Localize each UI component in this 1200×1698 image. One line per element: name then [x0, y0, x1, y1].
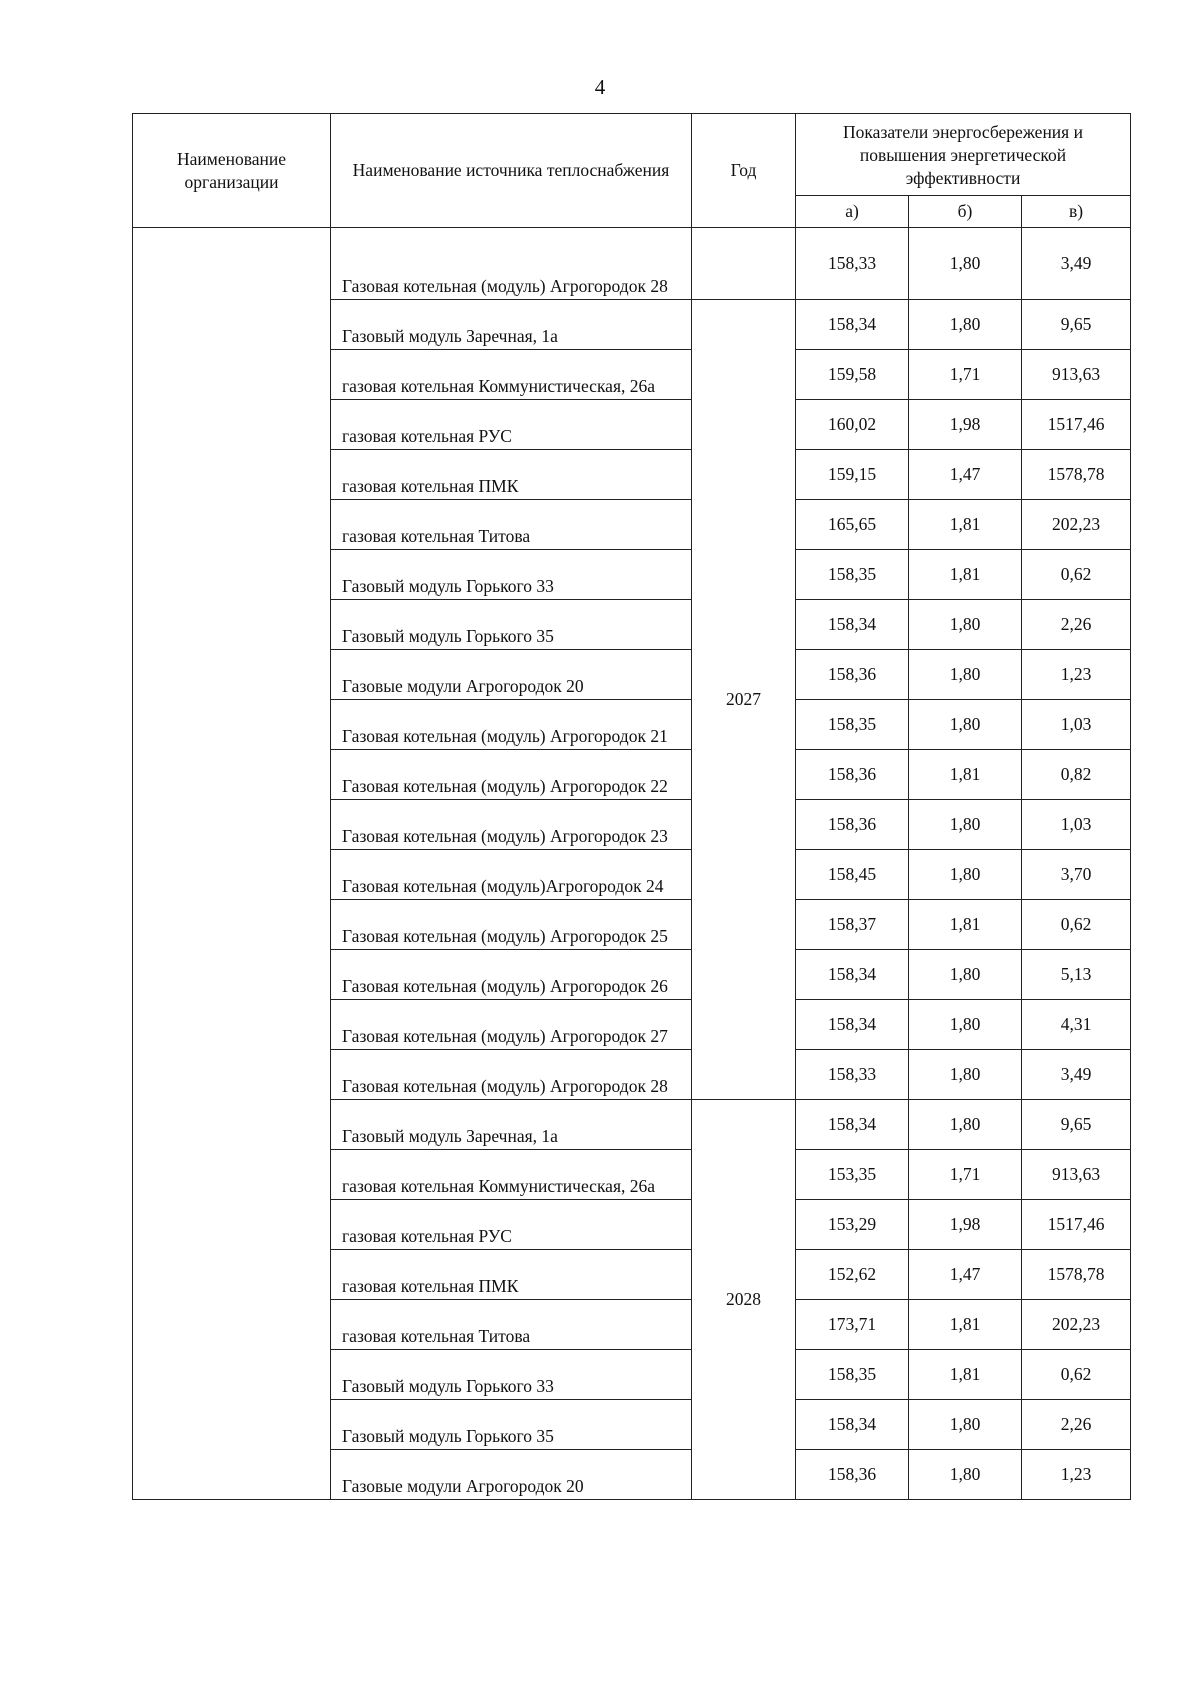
header-indicators: Показатели энергосбережения и повышения энергетической эффективности — [796, 114, 1131, 196]
indicator-a-cell: 158,45 — [796, 850, 909, 900]
heat-source-cell: Газовая котельная (модуль) Агрогородок 27 — [331, 1000, 692, 1050]
indicator-b-cell: 1,81 — [909, 550, 1022, 600]
indicator-c-cell: 1578,78 — [1022, 1250, 1131, 1300]
indicator-a-cell: 158,36 — [796, 650, 909, 700]
year-cell: 2027 — [692, 300, 796, 1100]
indicator-c-cell: 9,65 — [1022, 1100, 1131, 1150]
indicator-a-cell: 158,33 — [796, 1050, 909, 1100]
heat-source-cell: Газовая котельная (модуль) Агрогородок 28 — [331, 1050, 692, 1100]
indicator-b-cell: 1,81 — [909, 1300, 1022, 1350]
heat-source-cell: Газовый модуль Заречная, 1а — [331, 1100, 692, 1150]
indicator-a-cell: 158,34 — [796, 1400, 909, 1450]
indicator-b-cell: 1,98 — [909, 400, 1022, 450]
indicator-c-cell: 1517,46 — [1022, 1200, 1131, 1250]
indicator-c-cell: 3,49 — [1022, 1050, 1131, 1100]
year-cell — [692, 228, 796, 300]
indicator-b-cell: 1,81 — [909, 500, 1022, 550]
indicator-c-cell: 913,63 — [1022, 1150, 1131, 1200]
indicator-a-cell: 158,33 — [796, 228, 909, 300]
table-row — [133, 228, 1131, 300]
heat-source-cell: газовая котельная РУС — [331, 400, 692, 450]
organization-cell — [133, 228, 331, 1500]
indicator-a-cell: 159,58 — [796, 350, 909, 400]
indicator-c-cell: 1578,78 — [1022, 450, 1131, 500]
indicator-b-cell: 1,80 — [909, 1400, 1022, 1450]
indicator-b-cell: 1,80 — [909, 228, 1022, 300]
indicator-a-cell: 158,35 — [796, 1350, 909, 1400]
indicator-b-cell: 1,71 — [909, 350, 1022, 400]
header-year: Год — [692, 114, 796, 228]
indicator-a-cell: 158,34 — [796, 300, 909, 350]
indicator-c-cell: 913,63 — [1022, 350, 1131, 400]
indicator-b-cell: 1,80 — [909, 1100, 1022, 1150]
heat-source-cell: Газовые модули Агрогородок 20 — [331, 650, 692, 700]
indicator-a-cell: 158,37 — [796, 900, 909, 950]
heat-source-cell: газовая котельная ПМК — [331, 450, 692, 500]
heat-source-cell: газовая котельная Титова — [331, 500, 692, 550]
indicator-b-cell: 1,80 — [909, 1050, 1022, 1100]
indicator-b-cell: 1,81 — [909, 900, 1022, 950]
heat-source-cell: Газовый модуль Заречная, 1а — [331, 300, 692, 350]
indicator-c-cell: 3,70 — [1022, 850, 1131, 900]
indicator-c-cell: 9,65 — [1022, 300, 1131, 350]
indicator-a-cell: 158,34 — [796, 1100, 909, 1150]
heat-source-cell: Газовая котельная (модуль) Агрогородок 25 — [331, 900, 692, 950]
indicator-a-cell: 173,71 — [796, 1300, 909, 1350]
indicator-a-cell: 153,29 — [796, 1200, 909, 1250]
heat-source-cell: газовая котельная Титова — [331, 1300, 692, 1350]
indicator-c-cell: 0,82 — [1022, 750, 1131, 800]
indicator-c-cell: 3,49 — [1022, 228, 1131, 300]
heat-source-cell: газовая котельная Коммунистическая, 26а — [331, 350, 692, 400]
indicator-b-cell: 1,98 — [909, 1200, 1022, 1250]
heat-source-cell: Газовая котельная (модуль) Агрогородок 26 — [331, 950, 692, 1000]
indicator-c-cell: 4,31 — [1022, 1000, 1131, 1050]
table-body — [133, 228, 1131, 1500]
indicator-b-cell: 1,80 — [909, 650, 1022, 700]
indicator-c-cell: 2,26 — [1022, 600, 1131, 650]
indicator-a-cell: 158,35 — [796, 550, 909, 600]
indicator-b-cell: 1,47 — [909, 450, 1022, 500]
indicator-c-cell: 1,03 — [1022, 800, 1131, 850]
indicator-a-cell: 160,02 — [796, 400, 909, 450]
indicator-a-cell: 159,15 — [796, 450, 909, 500]
heat-source-cell: Газовый модуль Горького 35 — [331, 1400, 692, 1450]
indicator-a-cell: 153,35 — [796, 1150, 909, 1200]
heat-source-cell: Газовая котельная (модуль)Агрогородок 24 — [331, 850, 692, 900]
heat-source-cell: Газовая котельная (модуль) Агрогородок 23 — [331, 800, 692, 850]
heat-source-cell: Газовая котельная (модуль) Агрогородок 28 — [331, 228, 692, 300]
indicator-b-cell: 1,80 — [909, 700, 1022, 750]
indicator-b-cell: 1,80 — [909, 1000, 1022, 1050]
indicator-c-cell: 1517,46 — [1022, 400, 1131, 450]
indicator-b-cell: 1,80 — [909, 850, 1022, 900]
heat-source-cell: Газовый модуль Горького 33 — [331, 1350, 692, 1400]
indicator-c-cell: 5,13 — [1022, 950, 1131, 1000]
heat-source-cell: газовая котельная Коммунистическая, 26а — [331, 1150, 692, 1200]
page-number: 4 — [594, 75, 606, 99]
heat-source-cell: газовая котельная РУС — [331, 1200, 692, 1250]
indicator-b-cell: 1,47 — [909, 1250, 1022, 1300]
indicator-b-cell: 1,80 — [909, 600, 1022, 650]
indicator-c-cell: 2,26 — [1022, 1400, 1131, 1450]
energy-efficiency-table — [132, 113, 1131, 1500]
indicator-a-cell: 158,34 — [796, 950, 909, 1000]
indicator-c-cell: 0,62 — [1022, 1350, 1131, 1400]
indicator-a-cell: 152,62 — [796, 1250, 909, 1300]
year-cell: 2028 — [692, 1100, 796, 1500]
indicator-b-cell: 1,80 — [909, 300, 1022, 350]
indicator-a-cell: 158,36 — [796, 800, 909, 850]
header-col-b: б) — [909, 196, 1022, 228]
indicator-c-cell: 0,62 — [1022, 900, 1131, 950]
table-header — [133, 114, 1131, 228]
header-col-c: в) — [1022, 196, 1131, 228]
indicator-c-cell: 202,23 — [1022, 500, 1131, 550]
heat-source-cell: Газовая котельная (модуль) Агрогородок 22 — [331, 750, 692, 800]
indicator-c-cell: 1,03 — [1022, 700, 1131, 750]
indicator-c-cell: 1,23 — [1022, 650, 1131, 700]
indicator-b-cell: 1,80 — [909, 1450, 1022, 1500]
indicator-c-cell: 202,23 — [1022, 1300, 1131, 1350]
indicator-a-cell: 158,36 — [796, 750, 909, 800]
heat-source-cell: Газовая котельная (модуль) Агрогородок 21 — [331, 700, 692, 750]
header-heat-source: Наименование источника теплоснабжения — [331, 114, 692, 228]
indicator-a-cell: 158,34 — [796, 1000, 909, 1050]
indicator-b-cell: 1,81 — [909, 750, 1022, 800]
heat-source-cell: газовая котельная ПМК — [331, 1250, 692, 1300]
indicator-b-cell: 1,80 — [909, 800, 1022, 850]
indicator-a-cell: 158,34 — [796, 600, 909, 650]
indicator-a-cell: 158,36 — [796, 1450, 909, 1500]
header-col-a: а) — [796, 196, 909, 228]
heat-source-cell: Газовые модули Агрогородок 20 — [331, 1450, 692, 1500]
indicator-b-cell: 1,81 — [909, 1350, 1022, 1400]
heat-source-cell: Газовый модуль Горького 33 — [331, 550, 692, 600]
heat-source-cell: Газовый модуль Горького 35 — [331, 600, 692, 650]
indicator-c-cell: 0,62 — [1022, 550, 1131, 600]
header-organization: Наименование организации — [133, 114, 331, 228]
indicator-b-cell: 1,71 — [909, 1150, 1022, 1200]
indicator-b-cell: 1,80 — [909, 950, 1022, 1000]
indicator-a-cell: 158,35 — [796, 700, 909, 750]
indicator-a-cell: 165,65 — [796, 500, 909, 550]
indicator-c-cell: 1,23 — [1022, 1450, 1131, 1500]
